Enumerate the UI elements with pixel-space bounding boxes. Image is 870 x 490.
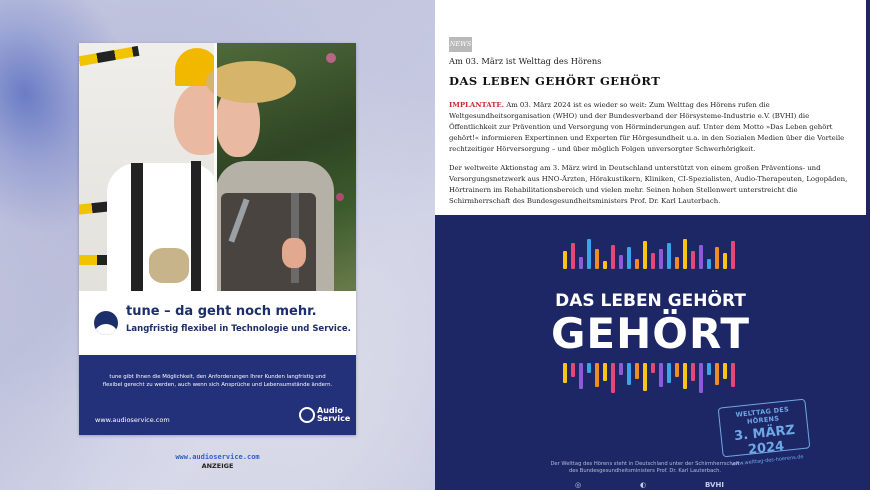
article-page bbox=[435, 0, 870, 490]
sponsor-logos bbox=[565, 481, 745, 490]
ad-footer-panel bbox=[79, 355, 356, 435]
photo-split-line bbox=[214, 43, 217, 291]
sound-bar bbox=[587, 363, 591, 373]
poster-title-line-1: DAS LEBEN GEHÖRT bbox=[555, 291, 746, 311]
sound-bar bbox=[611, 245, 615, 269]
article-lead-word: IMPLANTATE. bbox=[449, 101, 505, 109]
page-edge bbox=[866, 0, 870, 490]
sound-bar bbox=[715, 247, 719, 269]
stamp-line-1: WELTTAG DES HÖRENS bbox=[735, 405, 790, 426]
sound-bar bbox=[619, 363, 623, 375]
article-headline: DAS LEBEN GEHÖRT GEHÖRT bbox=[449, 74, 661, 88]
sound-bar bbox=[619, 255, 623, 269]
sound-bar bbox=[691, 251, 695, 269]
sound-bar bbox=[731, 363, 735, 387]
sound-bar bbox=[635, 363, 639, 379]
ad-body-text: tune gibt Ihnen die Möglichkeit, den Anforderungen Ihrer Kunden langfristig und flexibel gerecht zu werden, auch wenn sich Ansprüche und Lebensumstände ändern. bbox=[102, 374, 333, 389]
sound-bar bbox=[603, 261, 607, 269]
straw-hat-icon bbox=[206, 61, 296, 103]
article-paragraph-1-text: Am 03. März 2024 ist es wieder so weit: Zum Welttag des Hörens rufen die Weltgesundheitsorganisation (WHO) und der Bundesverband der Hörsysteme-Industrie e.V. (BVHI) die Öffentlichkeit zur Prävention und Versorgung von Hörminderungen auf. Unter dem Motto »Das Leben gehört gehört!« informieren Expertinnen und Experten für Hörgesundheit u.a. in den Sozialen Medien über die Vorteile rechtzeitiger Hörversorgung – und über möglich Folgen unversorgter Schwerhörigkeit. bbox=[449, 101, 845, 153]
audioservice-ad bbox=[79, 43, 356, 435]
ad-subheadline: Langfristig flexibel in Technologie und Service. bbox=[126, 324, 351, 334]
article-date-line: Am 03. März ist Welttag des Hörens bbox=[449, 56, 602, 66]
sound-bar bbox=[683, 239, 687, 269]
sound-bar bbox=[595, 249, 599, 269]
sound-bar bbox=[579, 363, 583, 389]
sound-bar bbox=[667, 243, 671, 269]
sound-bar bbox=[571, 363, 575, 377]
sound-bar bbox=[643, 363, 647, 391]
sound-bar bbox=[675, 257, 679, 269]
audio-service-brand bbox=[317, 407, 350, 423]
poster-footnote bbox=[515, 461, 775, 475]
sound-bar bbox=[707, 259, 711, 269]
sound-bar bbox=[723, 363, 727, 379]
sound-bar bbox=[715, 363, 719, 385]
photo-garden-half bbox=[216, 43, 356, 291]
footnote-line-1: Der Welttag des Hörens steht in Deutschland unter der Schirmherrschaft bbox=[550, 461, 740, 467]
ad-url[interactable]: www.audioservice.com bbox=[95, 416, 170, 424]
photo-construction-half bbox=[79, 43, 216, 291]
date-stamp bbox=[718, 399, 811, 468]
news-badge: NEWS bbox=[449, 37, 472, 52]
sound-bar bbox=[603, 363, 607, 381]
sound-bar bbox=[571, 243, 575, 269]
sound-bar bbox=[651, 253, 655, 269]
sound-bar bbox=[595, 363, 599, 387]
article-paragraph-1 bbox=[449, 100, 854, 155]
sound-bar bbox=[699, 245, 703, 269]
sound-bar bbox=[627, 247, 631, 269]
sound-bar bbox=[667, 363, 671, 383]
spiral-logo-icon: ◎ bbox=[575, 481, 582, 489]
sound-bar bbox=[707, 363, 711, 375]
ad-label: ANZEIGE bbox=[201, 462, 234, 470]
bvhi-logo: BVHI bbox=[705, 481, 724, 489]
ad-headline: tune – da geht noch mehr. bbox=[126, 304, 317, 319]
sound-bar bbox=[579, 257, 583, 269]
sound-bar bbox=[691, 363, 695, 381]
who-logo-icon: ◐ bbox=[640, 481, 647, 489]
poster-title-line-2: GEHÖRT bbox=[550, 309, 751, 358]
ad-tagline-area bbox=[79, 291, 356, 355]
audio-service-logo-icon bbox=[299, 407, 315, 423]
tune-logo-icon bbox=[94, 311, 118, 335]
brand-line-2: Service bbox=[317, 414, 351, 423]
sound-bar bbox=[731, 241, 735, 269]
sound-bar bbox=[723, 253, 727, 269]
sound-bar bbox=[683, 363, 687, 389]
sound-bar bbox=[659, 363, 663, 387]
sound-bar bbox=[563, 251, 567, 269]
sound-bar bbox=[587, 239, 591, 269]
brand-line-1: Audio bbox=[317, 406, 343, 415]
footnote-line-2: des Bundesgesundheitsministers Prof. Dr. Karl Lauterbach. bbox=[568, 467, 722, 474]
stamp-line-3: www.welttag-des-hoerens.de bbox=[731, 454, 804, 468]
sound-bar bbox=[651, 363, 655, 373]
sound-bar bbox=[659, 249, 663, 269]
ad-source-link[interactable]: www.audioservice.com bbox=[175, 453, 260, 461]
welttag-poster bbox=[435, 215, 866, 490]
sound-bar bbox=[611, 363, 615, 393]
sound-bar bbox=[627, 363, 631, 385]
stamp-line-2: 3. MÄRZ 2024 bbox=[733, 422, 796, 458]
sound-bar bbox=[675, 363, 679, 377]
article-paragraph-2: Der weltweite Aktionstag am 3. März wird in Deutschland unterstützt von einem großen Präventions- und Versorgungsnetzwerk aus HNO-Ärzten, Hörakustikern, Kliniken, CI-Spezialisten, Audio-Therapeuten, Logopäden, Hörtrainern im Rehabilitationsbereich und vielen mehr. Seinen hohen Stellenwert unterstreicht die Schirmherrschaft des Bundesgesundheitsministers Prof. Dr. Karl Lauterbach. bbox=[449, 164, 848, 205]
sound-bar bbox=[643, 241, 647, 269]
ad-photo bbox=[79, 43, 356, 291]
sound-bar bbox=[563, 363, 567, 383]
sound-bar bbox=[699, 363, 703, 393]
sound-bar bbox=[635, 259, 639, 269]
